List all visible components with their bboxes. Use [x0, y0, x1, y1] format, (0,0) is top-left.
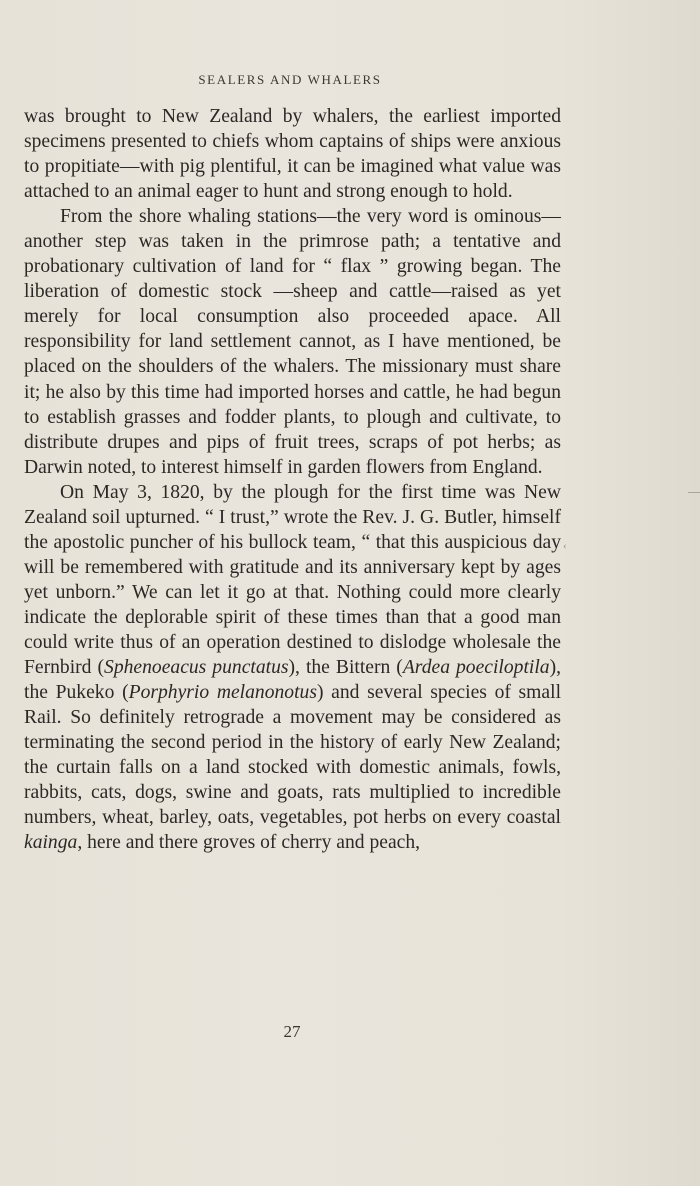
paragraph-text: From the shore whaling stations—the very word is ominous—another step was taken in the primrose path; a tentative and probationary cultivation of land for “ flax ” growing began. The liberation of domestic stock —sheep and cattle—raised as yet merely for local consumption also proceeded apace. All responsibility for land settlement cannot, as I have mentioned, be placed on the shoulders of the whalers. The missionary must share it; he also by this time had imported horses and cattle, he had begun to establish grasses and fodder plants, to plough and cultivate, to distribute drupes and pips of fruit trees, scraps of pot herbs; as Darwin noted, to interest himself in garden flowers from England. — [24, 206, 561, 478]
paragraph — [24, 104, 561, 204]
margin-pencil-mark: ‹ — [563, 540, 567, 552]
paragraph-text: ) and several species of small Rail. So definitely retrograde a movement may be considered as terminating the second period in the history of early New Zealand; the curtain falls on a land stocked with domestic animals, fowls, rabbits, cats, dogs, swine and goats, rats multiplied to incredible numbers, wheat, barley, oats, vegetables, pot herbs on every coastal — [24, 682, 562, 829]
paragraph-text: , here and there groves of cherry and peach, — [77, 832, 421, 854]
paragraph-text: was brought to New Zealand by whalers, the earliest imported specimens presented to chiefs whom captains of ships were anxious to propitiate—with pig plentiful, it can be imagined what value was attached to an animal eager to hunt and strong enough to hold. — [24, 106, 561, 203]
italic-term: kainga — [24, 832, 78, 854]
paragraph — [24, 480, 561, 856]
body-text — [24, 104, 561, 855]
paragraph-text: ), the Bittern ( — [288, 657, 403, 679]
paragraph-text: On May 3, 1820, by the plough for the first time was New Zealand soil upturned. “ I trust,” wrote the Rev. J. G. Butler, himself the apostolic puncher of his bullock team, “ that this auspicious day will be remembered with gratitude and its anniversary kept by ages yet unborn.” We can let it go at that. Nothing could more clearly indicate the deplorable spirit of these times than that a good man could write thus of an operation destined to dislodge wholesale the Fernbird ( — [24, 481, 561, 679]
page-number: 27 — [283, 1022, 301, 1041]
running-head: SEALERS AND WHALERS — [198, 72, 382, 87]
paragraph-text: ), the Pukeko ( — [24, 657, 562, 704]
paragraph — [24, 204, 561, 480]
page-edge-mark — [688, 492, 700, 493]
italic-term: Sphenoeacus punctatus — [104, 657, 289, 679]
italic-term: Ardea poeciloptila — [402, 657, 550, 679]
italic-term: Porphyrio melanonotus — [128, 682, 317, 704]
